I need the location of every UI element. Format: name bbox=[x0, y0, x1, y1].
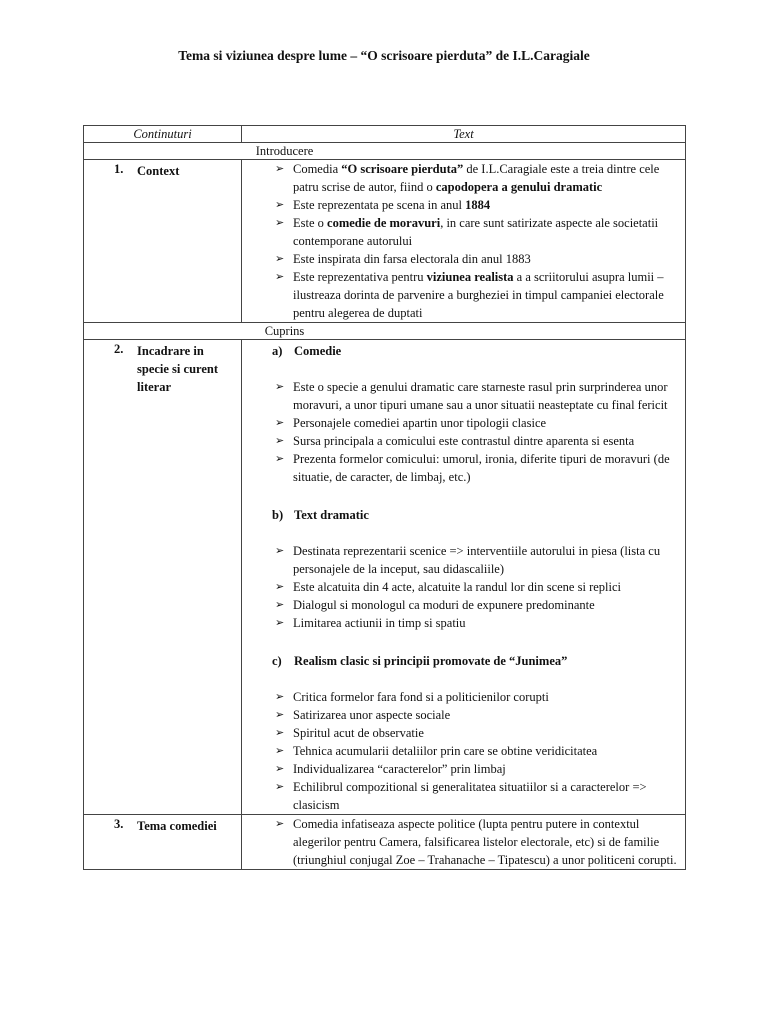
list-item: ➢ Dialogul si monologul ca moduri de expunere predominante bbox=[275, 598, 595, 612]
arrow-bullet-icon: ➢ bbox=[275, 727, 285, 739]
list-item: ➢ Este o specie a genului dramatic care starneste rasul prin surprinderea unor moravuri, a unor tipuri umane sau a unor situatii neasteptate cu final fericit bbox=[275, 380, 668, 412]
subsection-c-heading: c) Realism clasic si principii promovate de “Junimea” bbox=[272, 654, 568, 668]
list-item: ➢ Este alcatuita din 4 acte, alcatuite la randul lor din scene si replici bbox=[275, 580, 621, 594]
list-item: ➢ Limitarea actiunii in timp si spatiu bbox=[275, 616, 466, 630]
arrow-bullet-icon: ➢ bbox=[275, 199, 285, 211]
arrow-bullet-icon: ➢ bbox=[275, 581, 285, 593]
arrow-bullet-icon: ➢ bbox=[275, 763, 285, 775]
list-item: ➢ Este reprezentata pe scena in anul 1884 bbox=[275, 198, 491, 212]
arrow-bullet-icon: ➢ bbox=[275, 781, 285, 793]
arrow-bullet-icon: ➢ bbox=[275, 163, 285, 175]
text-dramatic-bullet-list bbox=[242, 542, 685, 632]
list-item: ➢ Este o comedie de moravuri, in care sunt satirizate aspecte ale societatii contemporane autorului bbox=[275, 216, 659, 248]
arrow-bullet-icon: ➢ bbox=[275, 253, 285, 265]
arrow-bullet-icon: ➢ bbox=[275, 691, 285, 703]
table-header-row bbox=[84, 126, 686, 143]
subsection-a-heading: a) Comedie bbox=[272, 344, 342, 358]
list-item: ➢ Echilibrul compozitional si generalitatea situatiilor si a caracterelor => clasicism bbox=[275, 780, 647, 812]
arrow-bullet-icon: ➢ bbox=[275, 271, 285, 283]
row-number: 2. bbox=[114, 342, 124, 356]
arrow-bullet-icon: ➢ bbox=[275, 599, 285, 611]
tema-bullet-list bbox=[242, 815, 685, 869]
comedie-bullet-list bbox=[242, 378, 685, 486]
row-number: 1. bbox=[114, 162, 124, 176]
row-label-tema: Tema comediei bbox=[137, 819, 217, 833]
arrow-bullet-icon: ➢ bbox=[275, 453, 285, 465]
list-item: ➢ Sursa principala a comicului este contrastul dintre aparenta si esenta bbox=[275, 434, 635, 448]
list-item: ➢ Individualizarea “caracterelor” prin limbaj bbox=[275, 762, 506, 776]
header-text: Text bbox=[242, 126, 686, 143]
list-item: ➢ Personajele comediei apartin unor tipologii clasice bbox=[275, 416, 547, 430]
row-number: 3. bbox=[114, 817, 124, 831]
content-table bbox=[83, 125, 686, 870]
arrow-bullet-icon: ➢ bbox=[275, 545, 285, 557]
list-item: ➢ Spiritul acut de observatie bbox=[275, 726, 424, 740]
list-item: ➢ Comedia infatiseaza aspecte politice (lupta pentru putere in contextul alegerilor pentru Camera, falsificarea listelor electorale, etc) si de familie (triunghiul conjugal Zoe – Trahanache – Tipatescu) a unor politiceni corupti. bbox=[275, 817, 677, 867]
arrow-bullet-icon: ➢ bbox=[275, 381, 285, 393]
list-item: ➢ Destinata reprezentarii scenice => interventiile autorului in piesa (lista cu personajele de la inceput, sau didascaliile) bbox=[275, 544, 661, 576]
list-item: ➢ Satirizarea unor aspecte sociale bbox=[275, 708, 451, 722]
table-row-context bbox=[84, 160, 686, 323]
list-item: ➢ Este reprezentativa pentru viziunea realista a a scriitorului asupra lumii – ilustreaza dorinta de parvenire a burgheziei in timpul campaniei electorale pentru alegerea de duptati bbox=[275, 270, 664, 320]
list-item: ➢ Tehnica acumularii detaliilor prin care se obtine veridicitatea bbox=[275, 744, 598, 758]
row-label-incadrare: Incadrare in specie si curent literar bbox=[137, 344, 219, 394]
arrow-bullet-icon: ➢ bbox=[275, 617, 285, 629]
context-bullet-list bbox=[242, 160, 685, 322]
section-row-cuprins bbox=[84, 323, 686, 340]
arrow-bullet-icon: ➢ bbox=[275, 709, 285, 721]
table-row-tema bbox=[84, 815, 686, 870]
document-title: Tema si viziunea despre lume – “O scrisoare pierduta” de I.L.Caragiale bbox=[178, 48, 590, 63]
subsection-b-heading: b) Text dramatic bbox=[272, 508, 369, 522]
section-label-intro: Introducere bbox=[255, 144, 314, 158]
header-continuturi: Continuturi bbox=[84, 126, 242, 143]
arrow-bullet-icon: ➢ bbox=[275, 217, 285, 229]
table-row-incadrare bbox=[84, 340, 686, 815]
arrow-bullet-icon: ➢ bbox=[275, 818, 285, 830]
list-item: ➢ Este inspirata din farsa electorala din anul 1883 bbox=[275, 252, 531, 266]
list-item: ➢ Critica formelor fara fond si a politicienilor corupti bbox=[275, 690, 549, 704]
list-item: ➢ Comedia “O scrisoare pierduta” de I.L.Caragiale este a treia dintre cele patru scrise de autor, fiind o capodopera a genului dramatic bbox=[275, 162, 660, 194]
row-label-context: Context bbox=[137, 164, 180, 178]
section-label-cuprins: Cuprins bbox=[264, 324, 305, 338]
realism-bullet-list bbox=[242, 688, 685, 814]
arrow-bullet-icon: ➢ bbox=[275, 745, 285, 757]
section-row-intro bbox=[84, 143, 686, 160]
arrow-bullet-icon: ➢ bbox=[275, 435, 285, 447]
list-item: ➢ Prezenta formelor comicului: umorul, ironia, diferite tipuri de moravuri (de situatie, de caracter, de limbaj, etc.) bbox=[275, 452, 670, 484]
arrow-bullet-icon: ➢ bbox=[275, 417, 285, 429]
